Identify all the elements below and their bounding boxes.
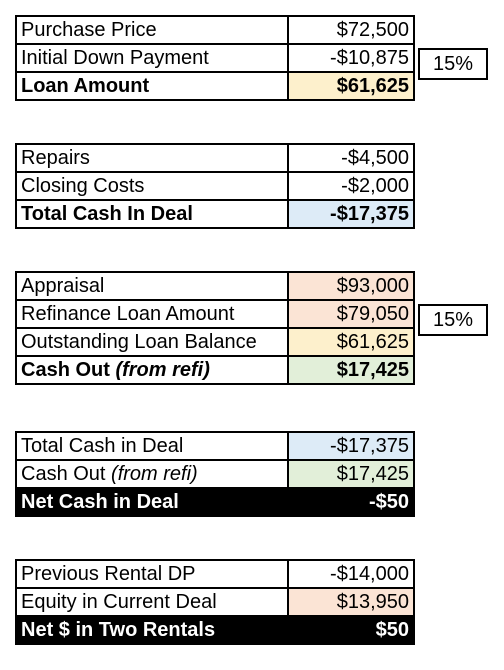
repairs-label: Repairs — [16, 144, 288, 172]
table-row — [16, 356, 414, 384]
total-cash-in-deal-label: Total Cash In Deal — [16, 200, 288, 228]
table-row — [16, 72, 414, 100]
closing-costs-value: -$2,000 — [288, 172, 414, 200]
appraisal-label: Appraisal — [16, 272, 288, 300]
total-cash-label: Total Cash in Deal — [16, 432, 288, 460]
net-two-rentals-value: $50 — [288, 616, 414, 644]
refi-percent: 15% — [418, 304, 488, 336]
equity-label: Equity in Current Deal — [16, 588, 288, 616]
cash-out-label — [16, 356, 288, 384]
two-rentals-table — [15, 559, 415, 645]
net-cash-label: Net Cash in Deal — [16, 488, 288, 516]
net-cash-value: -$50 — [288, 488, 414, 516]
down-payment-label: Initial Down Payment — [16, 44, 288, 72]
refi-loan-amount-value: $79,050 — [288, 300, 414, 328]
table-row — [16, 16, 414, 44]
purchase-price-value: $72,500 — [288, 16, 414, 44]
cash-in-table — [15, 143, 415, 229]
total-cash-in-deal-value: -$17,375 — [288, 200, 414, 228]
cash-out-label-paren: (from refi) — [111, 462, 198, 485]
table-row — [16, 172, 414, 200]
table-row — [16, 588, 414, 616]
cash-out-value: $17,425 — [288, 356, 414, 384]
table-row — [16, 200, 414, 228]
repairs-value: -$4,500 — [288, 144, 414, 172]
table-row — [16, 460, 414, 488]
equity-value: $13,950 — [288, 588, 414, 616]
cash-out-label — [16, 460, 288, 488]
table-row — [16, 488, 414, 516]
previous-rental-value: -$14,000 — [288, 560, 414, 588]
table-row — [16, 300, 414, 328]
table-row — [16, 328, 414, 356]
down-payment-value: -$10,875 — [288, 44, 414, 72]
down-payment-percent: 15% — [418, 48, 488, 80]
purchase-price-label: Purchase Price — [16, 16, 288, 44]
net-cash-table — [15, 431, 415, 517]
table-row — [16, 144, 414, 172]
refi-loan-amount-label: Refinance Loan Amount — [16, 300, 288, 328]
cash-out-label-paren: (from refi) — [115, 358, 210, 381]
cash-out-label-main: Cash Out — [21, 462, 112, 485]
appraisal-value: $93,000 — [288, 272, 414, 300]
table-row — [16, 560, 414, 588]
previous-rental-label: Previous Rental DP — [16, 560, 288, 588]
purchase-table — [15, 15, 415, 101]
table-row — [16, 272, 414, 300]
outstanding-balance-value: $61,625 — [288, 328, 414, 356]
closing-costs-label: Closing Costs — [16, 172, 288, 200]
refinance-table — [15, 271, 415, 385]
net-two-rentals-label: Net $ in Two Rentals — [16, 616, 288, 644]
table-row — [16, 432, 414, 460]
table-row — [16, 616, 414, 644]
cash-out-label-main: Cash Out — [21, 358, 116, 381]
loan-amount-value: $61,625 — [288, 72, 414, 100]
cash-out-value: $17,425 — [288, 460, 414, 488]
outstanding-balance-label: Outstanding Loan Balance — [16, 328, 288, 356]
total-cash-value: -$17,375 — [288, 432, 414, 460]
table-row — [16, 44, 414, 72]
loan-amount-label: Loan Amount — [16, 72, 288, 100]
